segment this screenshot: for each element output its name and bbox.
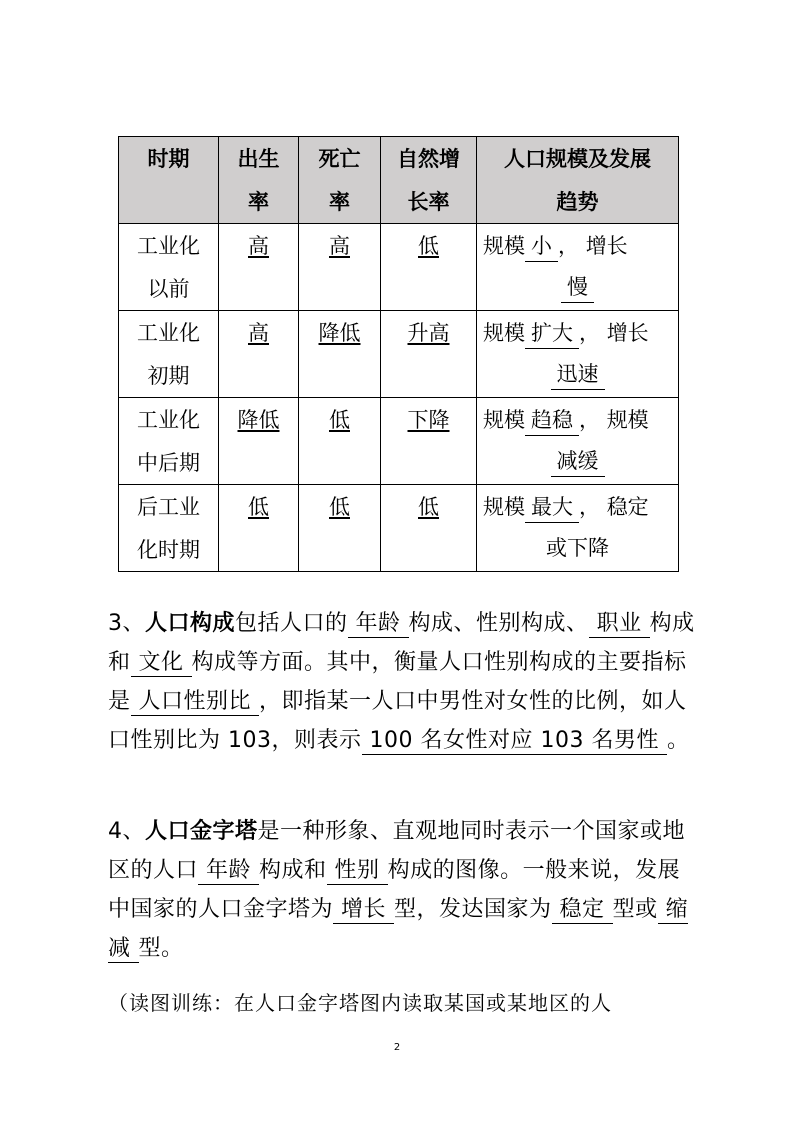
growth-rate-cell: 低	[381, 485, 477, 572]
header-death-rate: 死亡 率	[299, 137, 381, 224]
period-cell: 后工业 化时期	[119, 485, 219, 572]
death-rate-cell: 低	[299, 398, 381, 485]
header-trend: 人口规模及发展 趋势	[477, 137, 679, 224]
term-population-pyramid: 人口金字塔	[145, 819, 258, 844]
table-row	[119, 485, 679, 572]
population-table	[118, 136, 679, 572]
answer-blank: 人口性别比	[131, 689, 260, 716]
header-birth-rate: 出生 率	[219, 137, 299, 224]
answer-blank: 性别	[327, 858, 388, 885]
paragraph-population-composition: 3、人口构成包括人口的 年龄 构成、性别构成、 职业 构成和 文化 构成等方面。其中，衡量人口性别构成的主要指标是 人口性别比 ，即指某一人口中男性对女性的比例，如人口性别比为 103，则表示 100 名女性对应 103 名男性 。	[108, 611, 695, 753]
growth-rate-cell: 下降	[381, 398, 477, 485]
birth-rate-cell: 高	[219, 224, 299, 311]
table-row	[119, 224, 679, 311]
answer-blank: 职业	[589, 611, 650, 638]
answer-blank: 缩减	[108, 897, 689, 961]
trend-cell: 规模 小 ， 增长 慢	[477, 224, 679, 311]
trend-cell: 规模 最大 ， 稳定 或下降	[477, 485, 679, 572]
reading-exercise-note: （读图训练：在人口金字塔图内读取某国或某地区的人	[108, 991, 612, 1015]
trend-cell: 规模 扩大 ， 增长 迅速	[477, 311, 679, 398]
answer-blank: 100 名女性对应 103 名男性	[362, 728, 667, 755]
table-header-row	[119, 137, 679, 224]
answer-blank: 年龄	[348, 611, 409, 638]
table-row	[119, 311, 679, 398]
page-number: 2	[393, 1042, 401, 1053]
birth-rate-cell: 低	[219, 485, 299, 572]
answer-blank: 稳定	[552, 897, 613, 924]
period-cell: 工业化 初期	[119, 311, 219, 398]
trend-cell: 规模 趋稳 ， 规模 减缓	[477, 398, 679, 485]
period-cell: 工业化 以前	[119, 224, 219, 311]
birth-rate-cell: 降低	[219, 398, 299, 485]
death-rate-cell: 低	[299, 485, 381, 572]
answer-blank: 增长	[333, 897, 394, 924]
answer-blank: 年龄	[198, 858, 259, 885]
birth-rate-cell: 高	[219, 311, 299, 398]
death-rate-cell: 降低	[299, 311, 381, 398]
death-rate-cell: 高	[299, 224, 381, 311]
period-cell: 工业化 中后期	[119, 398, 219, 485]
table-row	[119, 398, 679, 485]
header-period: 时期	[119, 137, 219, 224]
header-growth-rate: 自然增 长率	[381, 137, 477, 224]
term-population-composition: 人口构成	[145, 611, 236, 636]
growth-rate-cell: 升高	[381, 311, 477, 398]
paragraph-population-pyramid: 4、人口金字塔是一种形象、直观地同时表示一个国家或地区的人口 年龄 构成和 性别 构成的图像。一般来说，发展中国家的人口金字塔为 增长 型，发达国家为 稳定 型或 缩减 型。	[108, 819, 689, 961]
growth-rate-cell: 低	[381, 224, 477, 311]
answer-blank: 文化	[131, 650, 192, 677]
